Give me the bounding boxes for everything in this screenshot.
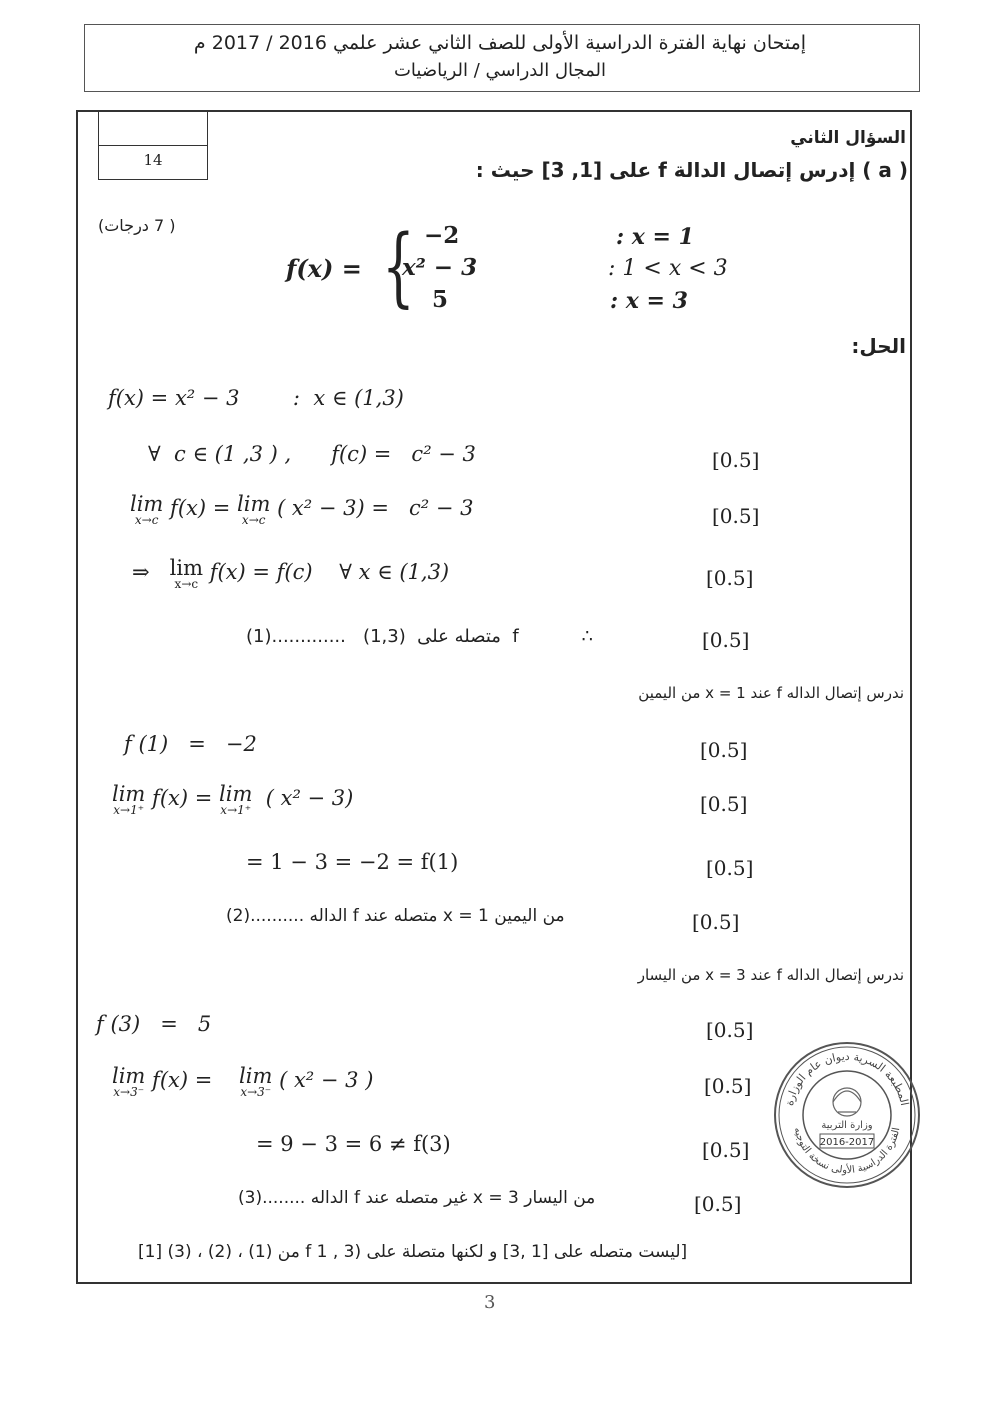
seal-ring-text: المطبعة السرية ديوان عام الوزارة xyxy=(782,1050,912,1107)
step-11: lim x→3⁻ f(x) = lim x→3⁻ ( x² − 3 ) xyxy=(112,1064,374,1099)
step-10: f (3) = 5 xyxy=(96,1012,212,1036)
piecewise-brace: { xyxy=(382,217,415,317)
mark-step-12: [0.5] xyxy=(702,1138,750,1162)
step-12: = 9 − 3 = 6 ≠ f(3) xyxy=(256,1132,451,1156)
mark-step-2: [0.5] xyxy=(712,448,760,472)
left-continuity-title: ندرس إتصال الداله f عند x = 3 من اليسار xyxy=(637,966,904,984)
seal-ring-text-2: الفترة الدراسية الأولى نسخة التوجيه xyxy=(791,1126,903,1177)
mark-step-13: [0.5] xyxy=(694,1192,742,1216)
case-3-expr: 5 xyxy=(432,286,449,313)
step-2: ∀ c ∈ (1 ,3 ) , f(c) = c² − 3 xyxy=(148,442,476,466)
step-5: (1)............. (1,3) متصله على f ∴ xyxy=(246,626,594,647)
mark-step-8: [0.5] xyxy=(706,856,754,880)
question-points: ( 7 درجات) xyxy=(98,216,176,235)
step-9: (2).......... الداله f متصله عند x = 1 من اليمين xyxy=(226,906,565,926)
step-4: ⇒ lim x→c f(x) = f(c) ∀ x ∈ (1,3) xyxy=(132,556,450,591)
step-1: f(x) = x² − 3 : x ∈ (1,3) xyxy=(108,386,404,410)
case-2-cond: : 1 < x < 3 xyxy=(608,256,728,281)
seal-center-text: وزارة التربية xyxy=(821,1120,873,1131)
mark-step-10: [0.5] xyxy=(706,1018,754,1042)
ministry-seal xyxy=(772,1040,922,1190)
mark-step-4: [0.5] xyxy=(706,566,754,590)
page-number: 3 xyxy=(484,1292,496,1313)
right-continuity-title: ندرس إتصال الداله f عند x = 1 من اليمين xyxy=(638,684,904,702)
question-title: السؤال الثاني xyxy=(790,128,906,148)
solution-label: الحل: xyxy=(851,334,906,358)
mark-step-6: [0.5] xyxy=(700,738,748,762)
function-lhs: f(x) = xyxy=(286,254,362,283)
mark-step-3: [0.5] xyxy=(712,504,760,528)
conclusion: [1] من (1) ، (2) ، (3) f ليست متصله على [1 ,3] و لكنها متصلة على (3 , 1] xyxy=(138,1242,688,1262)
mark-step-11: [0.5] xyxy=(704,1074,752,1098)
case-1-cond: : x = 1 xyxy=(616,224,694,250)
step-7: lim x→1⁺ f(x) = lim x→1⁺ ( x² − 3) xyxy=(112,782,354,817)
step-13: (3)........ الداله f غير متصله عند x = 3 من اليسار xyxy=(238,1188,596,1208)
mark-step-7: [0.5] xyxy=(700,792,748,816)
score-value: 14 xyxy=(143,151,163,169)
case-1-expr: −2 xyxy=(424,222,460,249)
emblem-icon xyxy=(833,1088,861,1116)
case-2-expr: x² − 3 xyxy=(402,254,478,281)
case-3-cond: : x = 3 xyxy=(610,288,688,314)
step-3: lim x→c f(x) = lim x→c ( x² − 3) = c² − 3 xyxy=(130,492,474,527)
question-part-a: ( a ) إدرس إتصال الدالة f على [1, 3] حيث : xyxy=(475,158,908,182)
seal-year: 2016-2017 xyxy=(819,1137,875,1148)
mark-step-9: [0.5] xyxy=(692,910,740,934)
step-8: = 1 − 3 = −2 = f(1) xyxy=(246,850,459,874)
mark-step-5: [0.5] xyxy=(702,628,750,652)
header-title: إمتحان نهاية الفترة الدراسية الأولى للصف الثاني عشر علمي 2016 / 2017 م xyxy=(193,32,807,54)
step-6: f (1) = −2 xyxy=(124,732,257,756)
score-box xyxy=(98,110,208,180)
header-subject: المجال الدراسي / الرياضيات xyxy=(393,60,607,81)
